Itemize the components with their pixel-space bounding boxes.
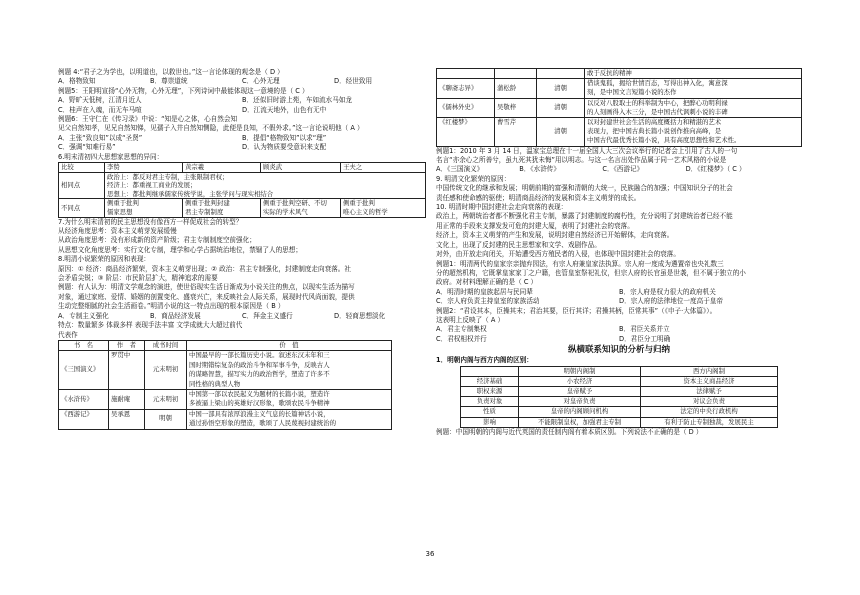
- option: D．《红楼梦》（ C ）: [685, 165, 746, 174]
- table-cell: 相同点: [59, 172, 105, 199]
- table-cell: 影响: [461, 417, 519, 427]
- table-cell: [183, 199, 261, 217]
- novels-table-continued: [436, 68, 802, 147]
- option: D．宗人府的法律地位一度高于皇帝: [619, 297, 723, 306]
- value-line: 通过孙悟空形象的塑造，歌颂了人民蔑视封建统治的: [189, 419, 336, 428]
- table-cell: 成书时间: [145, 340, 187, 350]
- table-cell: 清朝: [537, 98, 585, 117]
- example-5-stem: 例题5：王阳明宣扬“心外无物，心外无理”，下列诗词中最能体现这一意境的是（ C ）: [58, 86, 309, 95]
- table-cell: 《三国演义》: [59, 351, 109, 390]
- table-row: [59, 389, 392, 409]
- value-line: 中国一部具有浓厚浪漫主义气息的长篇神话小说，: [189, 409, 330, 418]
- table-cell: 清朝: [537, 118, 585, 147]
- option: B．还似旧时游上苑，车如流水马如龙: [242, 96, 353, 105]
- option: D．认为物质要受意识来支配: [242, 143, 327, 152]
- table-cell: 王夫之: [341, 163, 426, 173]
- table-cell: 作 者: [109, 340, 145, 350]
- option: A．君主专制集权: [436, 325, 487, 334]
- value-line: 多被逼上梁山的英雄好汉形象，歌颂农民斗争精神: [189, 399, 330, 408]
- novel-features: 特点：数量繁多 体裁多样 表现手法丰富 文学成就大大超过前代: [58, 321, 243, 330]
- answer-line: 责任感和使命感的驱使；明清商品经济的发展和资本主义萌芽的成长。: [436, 193, 641, 202]
- difference-line: 实际的学术风气: [263, 208, 308, 217]
- novels-table: [58, 340, 392, 430]
- example-5-options: [58, 96, 426, 105]
- similarity-line: 政治上：都反对君主专制，主张限制君权；: [107, 172, 229, 181]
- table-header-row: [59, 340, 392, 350]
- value-line: 中国古代最优秀长篇小说，具有高度思想性和艺术性。: [587, 136, 741, 145]
- table-cell: 施耐庵: [109, 389, 145, 409]
- table-cell: 吴承恩: [109, 409, 145, 429]
- table-cell: [585, 98, 802, 117]
- table-title: 代表作: [58, 330, 78, 339]
- table-header-row: [461, 366, 778, 376]
- example-stem-cont: 政府。对材料理解正确的是（ C ）: [436, 278, 538, 287]
- table-cell: 元末明初: [145, 389, 187, 409]
- answer-line: 用正常的手段来支撑发发可危的封建大厦，表明了封建社会的衰落。: [436, 221, 634, 230]
- page-number: 36: [425, 550, 435, 558]
- answer-line: 从思想文化角度思考：实行文化专制，理学和心学占据统治地位，禁锢了人的思想；: [58, 245, 302, 254]
- example-6-options: [58, 143, 426, 152]
- option: B．提倡“格物致知”以求“理”: [242, 133, 327, 142]
- question-6-heading: 6.明末清初四大思想家思想的异同：: [58, 152, 164, 161]
- right-column: [436, 68, 802, 437]
- table-cell: 资本主义商品经济: [641, 376, 778, 386]
- table-cell: 《水浒传》: [59, 389, 109, 409]
- example-stem-cont: 分的超然机构，它既掌皇家家丁之户籍，也管皇室祭祀礼仪，但宗人府的长官虽是世袭，但不属于独立的小: [436, 268, 746, 277]
- table-cell: 明朝内阁制: [519, 366, 641, 376]
- table-cell: 《聊斋志异》: [437, 79, 495, 98]
- table-cell: 比较: [59, 163, 105, 173]
- table-row: [461, 417, 778, 427]
- table-cell: 皇帝赋予: [519, 386, 641, 396]
- option: D．经世致用: [334, 77, 373, 86]
- difference-line: 侧重于批判封建: [185, 199, 230, 208]
- answer-line: 文化上，出现了反封建的民主思想家和文学、戏剧作品。: [436, 240, 601, 249]
- table-cell: [585, 79, 802, 98]
- answer-line: 原因：① 经济：商品经济繁荣，资本主义萌芽出现；② 政治：君主专制强化，封建制度走向衰落。社: [58, 264, 351, 273]
- thinkers-comparison-table: [58, 162, 426, 218]
- table-cell: 价 值: [187, 340, 392, 350]
- example-1-stem-cont: 名言“亦余心之所善兮，虽九死其犹未悔”用以明志。与这一名言出处作品属于同一艺术风格的小说是: [436, 156, 727, 165]
- table-cell: [461, 366, 519, 376]
- table-row: [437, 118, 802, 147]
- value-line: 同性格的典型人物: [189, 379, 241, 388]
- example-4-stem: 例题 4:“君子之为学也，以明道也，以救世也。”这一言论体现的观念是（ D ）: [58, 68, 284, 76]
- table-cell: 书 名: [59, 340, 109, 350]
- value-line: 表现力，把中国古典长篇小说创作推向高峰，是: [587, 127, 722, 136]
- left-column: [58, 68, 426, 430]
- example-4-options: [58, 77, 426, 86]
- value-line: 借谈鬼狐，揭给世情百态，写得出神入化，寓意深: [587, 79, 728, 88]
- example-2-stem-cont: 这表明上反映了（ A ）: [436, 315, 505, 324]
- table-cell: [437, 69, 495, 79]
- table-row: [59, 172, 426, 199]
- answer-line: 中国传统文化的继承和发展；明朝前期的富强和清朝的大统一，民族融合的加强；中国知识分子的社会: [436, 184, 733, 193]
- table-cell: [537, 69, 585, 79]
- table-row: [437, 69, 802, 79]
- table-row: [437, 98, 802, 117]
- question-9-heading: 9. 明清文化繁荣的原因：: [436, 174, 511, 183]
- example-options: [58, 312, 426, 321]
- table-cell: 明朝: [145, 409, 187, 429]
- option: D．君臣分工明确: [619, 334, 671, 343]
- table-cell: [105, 172, 426, 199]
- table-row: [461, 376, 778, 386]
- table-row: [461, 407, 778, 417]
- table-cell: 不同点: [59, 199, 105, 217]
- example-stem: 例题：有人认为：明清文学观念的演进，使世俗现实生活日渐成为小说关注的焦点，以现实生活为描写: [58, 283, 355, 292]
- example-options: [436, 288, 802, 297]
- question-7-heading: 7.为什么明末清初的民主思想没有像西方一样促成社会的转型？: [58, 217, 243, 226]
- table-cell: [261, 199, 341, 217]
- answer-line: 政治上，两朝统治者都不断强化君主专制，暴露了封建制度的腐朽性，充分说明了封建统治者已经不能: [436, 212, 733, 221]
- example-2-options: [436, 325, 802, 334]
- example-stem-cont: 生动完整细腻的社会生活画卷。”明清小说的这一特点出现的根本原因是（ B ）: [58, 302, 285, 311]
- option: A．野旷天低树，江清月近人: [58, 96, 142, 105]
- table-row: [59, 199, 426, 217]
- section-title: 纵横联系知识的分析与归纳: [567, 345, 670, 356]
- table-cell: 罗贯中: [109, 351, 145, 390]
- value-line: 刻，是中国文言短篇小说的杰作: [587, 88, 677, 97]
- table-cell: 负责对象: [461, 397, 519, 407]
- option: B．商品经济发展: [150, 311, 201, 320]
- option: C．宗人府负责主持皇室的家族活动: [436, 297, 540, 306]
- value-line: 中国最早的一部长篇历史小说。叙述东汉末年和三: [189, 351, 330, 360]
- option: A．明清时期的皇族起居与民同辈: [436, 287, 533, 296]
- option: A．《三国演义》: [436, 165, 484, 174]
- difference-line: 君主专制制度: [185, 208, 224, 217]
- table-cell: 皇帝的内阁顾问机构: [519, 407, 641, 417]
- difference-line: 侧重于批判: [343, 199, 375, 208]
- similarity-line: 思想上：都批判继承儒家传统学说，主张学问与现实相结合: [107, 189, 274, 198]
- table-cell: 《红楼梦》: [437, 118, 495, 147]
- option: B．《水浒传》: [519, 165, 560, 174]
- table-row: [461, 386, 778, 396]
- table-cell: 有利于防止专制独裁，发展民主: [641, 417, 778, 427]
- table-cell: 经济基础: [461, 376, 519, 386]
- table-cell: 清朝: [537, 79, 585, 98]
- answer-line: 经济上，资本主义萌芽的产生和发展，说明封建自然经济已开始解体，走向衰落。: [436, 231, 674, 240]
- table-cell: [105, 199, 183, 217]
- table-cell: 法定的中央行政机构: [641, 407, 778, 417]
- table-cell: 法律赋予: [641, 386, 778, 396]
- question-10-heading: 10. 明清时期中国封建社会走向衰落的表现：: [436, 203, 568, 212]
- option: C．《西游记》: [602, 165, 644, 174]
- example-6-stem-cont: 见父自然知孝，见兄自然知悌，见孺子入井自然知恻隐，此便是良知，不假外求。”这一言论说明他（ A ）: [58, 124, 364, 133]
- table-cell: 曹雪芹: [495, 118, 537, 147]
- difference-line: 侧重于批判空研、不切: [263, 199, 327, 208]
- option: C．心外无理: [242, 77, 280, 86]
- table-cell: [495, 69, 537, 79]
- question-1-heading: 1．明朝内阁与西方内阁的区别：: [436, 356, 533, 365]
- option: A．主张“致良知”以成“圣贤”: [58, 133, 143, 142]
- cabinet-comparison-table: [460, 366, 778, 428]
- table-cell: 不能限制皇权，加强君主专制: [519, 417, 641, 427]
- table-cell: [585, 69, 802, 79]
- option: B．尊崇道统: [150, 77, 188, 86]
- option: D．江流天地外，山色有无中: [242, 105, 327, 114]
- table-cell: 李贽: [105, 163, 183, 173]
- table-cell: 《西游记》: [59, 409, 109, 429]
- table-cell: 元末明初: [145, 351, 187, 390]
- table-cell: [187, 351, 392, 390]
- table-cell: 职权来源: [461, 386, 519, 396]
- option: C．强调“知难行易”: [58, 143, 116, 152]
- table-row: [59, 409, 392, 429]
- table-cell: 性质: [461, 407, 519, 417]
- value-line: 国时期错综复杂的政治斗争和军事斗争，反映古人: [189, 360, 330, 369]
- table-row: [437, 79, 802, 98]
- option: D．轻商思想淡化: [334, 311, 386, 320]
- option: C．君权相权并行: [436, 334, 487, 343]
- example-1-options: [436, 165, 802, 174]
- table-row: [59, 351, 392, 390]
- example-stem: 例题：中国明朝的内阁与近代英国的责任制内阁有着本质区别。下列说法不正确的是（ D ）: [436, 427, 703, 436]
- table-cell: 小农经济: [519, 376, 641, 386]
- table-cell: 顾炎武: [261, 163, 341, 173]
- value-line: 中国第一部以农民起义为题材的长篇小说，塑造许: [189, 389, 330, 398]
- option: A．专制主义强化: [58, 311, 109, 320]
- option: C．桂声在入魂，而无车马喧: [58, 105, 142, 114]
- value-line: 的谋略智慧，描写实力的政治哲学，塑造了许多不: [189, 370, 330, 379]
- table-cell: 西方内阁制: [641, 366, 778, 376]
- table-cell: 蒲松龄: [495, 79, 537, 98]
- answer-line: 会矛盾尖锐；③ 阶层：市民阶层扩大，精神追求的需要: [58, 274, 218, 283]
- answer-line: 从经济角度思考：资本主义萌芽发展缓慢: [58, 227, 177, 236]
- example-2-options: [436, 335, 802, 344]
- example-6-stem: 例题6：王守仁在《传习录》中说：“知是心之体，心自然会知: [58, 115, 238, 124]
- table-cell: [187, 409, 392, 429]
- value-line: 以反对八股取士的科举制为中心，把醉心功明利禄: [587, 98, 728, 107]
- table-cell: 对议会负责: [641, 397, 778, 407]
- value-line: 敢于反抗的精神: [587, 69, 632, 77]
- example-2-stem: 例题2：“君设其本，臣操其末；君治其要，臣行其详；君操其柄，臣常其事”（《申子·大体篇》）。: [436, 306, 717, 315]
- option: A．格物致知: [58, 77, 96, 86]
- table-row: [461, 397, 778, 407]
- value-line: 的人刻画得入木三分，是中国古代讽刺小说的丰碑: [587, 107, 728, 116]
- example-stem-cont: 对象，通过家庭、爱情、婚姻的剖置变化、盛衰兴亡，来反映社会人际关系，展现时代风尚面貌，提供: [58, 292, 355, 301]
- option: C．拜金主义盛行: [242, 311, 293, 320]
- example-5-options: [58, 106, 426, 115]
- difference-line: 侧重于批判: [107, 199, 139, 208]
- example-6-options: [58, 134, 426, 143]
- table-cell: [341, 199, 426, 217]
- answer-line: 对外，由开放走向闭关，开始遭受西方殖民者的入侵，也体现中国封建社会的衰落。: [436, 250, 680, 259]
- example-options: [436, 297, 802, 306]
- table-cell: 黄宗羲: [183, 163, 261, 173]
- table-header-row: [59, 163, 426, 173]
- table-cell: [585, 118, 802, 147]
- example-stem: 例题1：明清两代的皇家宗亲抛弃园法，有宗人府兼皇家法执算。宗人府一度成为遴置帝也央礼数三: [436, 259, 724, 268]
- table-cell: 吴敬梓: [495, 98, 537, 117]
- similarity-line: 经济上：都重视工商业的发展；: [107, 181, 197, 190]
- difference-line: 唯心主义的哲学: [343, 208, 388, 217]
- question-8-heading: 8.明清小说繁荣的原因和表现：: [58, 255, 151, 264]
- table-cell: [187, 389, 392, 409]
- table-cell: 《儒林外史》: [437, 98, 495, 117]
- example-1-stem: 例题1：2010 年 3 月 14 日，温家宝总理在十一届全国人大三次会议举行的记者会上引用了古人的一句: [436, 146, 738, 155]
- option: B．宗人府是权力很大的政府机关: [619, 287, 716, 296]
- answer-line: 从政治角度思考：没有形成新的资产阶级；君主专制制度空前强化；: [58, 236, 256, 245]
- value-line: 以对封建世社会生活的高度概括力和精湛的艺术: [587, 118, 722, 127]
- difference-line: 儒家思想: [107, 208, 133, 217]
- option: B．君臣关系并立: [619, 325, 670, 334]
- table-cell: 对皇帝负责: [519, 397, 641, 407]
